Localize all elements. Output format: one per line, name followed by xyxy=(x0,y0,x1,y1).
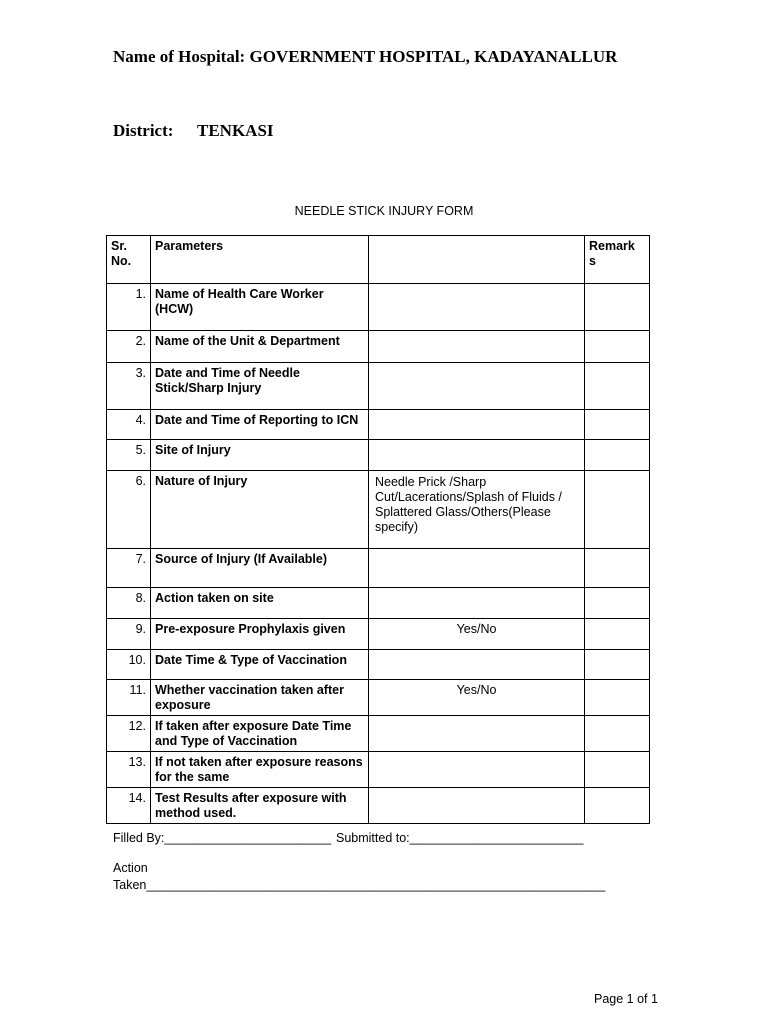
row-number: 4. xyxy=(107,410,151,440)
row-number: 1. xyxy=(107,284,151,331)
page-number: Page 1 of 1 xyxy=(594,992,658,1006)
form-title: NEEDLE STICK INJURY FORM xyxy=(294,204,474,218)
action-taken-field[interactable]: Taken__________________________________________________________________ xyxy=(113,878,606,892)
row-number: 9. xyxy=(107,619,151,650)
row-parameter: Source of Injury (If Available) xyxy=(151,549,369,588)
table-row xyxy=(107,410,650,440)
row-value-field[interactable] xyxy=(369,331,585,363)
row-parameter: Whether vaccination taken after exposure xyxy=(151,680,369,716)
row-remarks-field[interactable] xyxy=(585,284,650,331)
table-row xyxy=(107,331,650,363)
action-label: Action xyxy=(113,861,148,875)
row-remarks-field[interactable] xyxy=(585,331,650,363)
header-sr-no: Sr. No. xyxy=(107,236,151,284)
table-row xyxy=(107,619,650,650)
row-number: 13. xyxy=(107,752,151,788)
row-remarks-field[interactable] xyxy=(585,650,650,680)
row-parameter: Nature of Injury xyxy=(151,471,369,549)
row-remarks-field[interactable] xyxy=(585,680,650,716)
injury-form-table xyxy=(106,235,650,824)
row-value-field[interactable] xyxy=(369,588,585,619)
row-value-field[interactable] xyxy=(369,752,585,788)
hospital-heading xyxy=(113,47,617,67)
header-value xyxy=(369,236,585,284)
row-number: 10. xyxy=(107,650,151,680)
row-parameter: Date Time & Type of Vaccination xyxy=(151,650,369,680)
row-number: 2. xyxy=(107,331,151,363)
row-value-field[interactable] xyxy=(369,549,585,588)
row-remarks-field[interactable] xyxy=(585,619,650,650)
table-header-row xyxy=(107,236,650,284)
table-row xyxy=(107,650,650,680)
row-parameter: Action taken on site xyxy=(151,588,369,619)
table-row xyxy=(107,716,650,752)
district-heading xyxy=(113,121,274,141)
row-number: 3. xyxy=(107,363,151,410)
row-value-yes-no[interactable]: Yes/No xyxy=(369,680,585,716)
row-parameter: Pre-exposure Prophylaxis given xyxy=(151,619,369,650)
row-value-field[interactable] xyxy=(369,716,585,752)
row-number: 6. xyxy=(107,471,151,549)
row-remarks-field[interactable] xyxy=(585,549,650,588)
submitted-to-field[interactable]: Submitted to:_________________________ xyxy=(336,831,584,845)
row-remarks-field[interactable] xyxy=(585,471,650,549)
row-parameter: If not taken after exposure reasons for the same xyxy=(151,752,369,788)
row-parameter: Site of Injury xyxy=(151,440,369,471)
row-value-field[interactable] xyxy=(369,363,585,410)
row-value-field[interactable] xyxy=(369,650,585,680)
row-number: 7. xyxy=(107,549,151,588)
filled-by-field[interactable]: Filled By:________________________ xyxy=(113,831,332,845)
row-value-field[interactable] xyxy=(369,284,585,331)
row-remarks-field[interactable] xyxy=(585,410,650,440)
row-parameter: If taken after exposure Date Time and Type of Vaccination xyxy=(151,716,369,752)
row-remarks-field[interactable] xyxy=(585,788,650,824)
header-parameters: Parameters xyxy=(151,236,369,284)
row-number: 5. xyxy=(107,440,151,471)
table-row xyxy=(107,471,650,549)
row-number: 11. xyxy=(107,680,151,716)
table-row xyxy=(107,680,650,716)
hospital-label: Name of Hospital: xyxy=(113,47,246,66)
header-remarks: Remark s xyxy=(585,236,650,284)
row-remarks-field[interactable] xyxy=(585,752,650,788)
row-parameter: Date and Time of Needle Stick/Sharp Injury xyxy=(151,363,369,410)
district-name: TENKASI xyxy=(197,121,274,140)
row-number: 8. xyxy=(107,588,151,619)
row-remarks-field[interactable] xyxy=(585,440,650,471)
table-row xyxy=(107,549,650,588)
table-row xyxy=(107,788,650,824)
row-parameter: Name of the Unit & Department xyxy=(151,331,369,363)
row-number: 12. xyxy=(107,716,151,752)
row-remarks-field[interactable] xyxy=(585,363,650,410)
row-number: 14. xyxy=(107,788,151,824)
district-label: District: xyxy=(113,121,174,140)
table-row xyxy=(107,588,650,619)
row-parameter: Test Results after exposure with method used. xyxy=(151,788,369,824)
table-row xyxy=(107,363,650,410)
row-remarks-field[interactable] xyxy=(585,588,650,619)
table-row xyxy=(107,752,650,788)
row-parameter: Date and Time of Reporting to ICN xyxy=(151,410,369,440)
row-value-yes-no[interactable]: Yes/No xyxy=(369,619,585,650)
row-value-field[interactable] xyxy=(369,410,585,440)
table-row xyxy=(107,284,650,331)
row-value-field[interactable] xyxy=(369,440,585,471)
hospital-name: GOVERNMENT HOSPITAL, KADAYANALLUR xyxy=(249,47,618,66)
table-row xyxy=(107,440,650,471)
row-value-field[interactable] xyxy=(369,788,585,824)
row-remarks-field[interactable] xyxy=(585,716,650,752)
row-parameter: Name of Health Care Worker (HCW) xyxy=(151,284,369,331)
row-value-options: Needle Prick /Sharp Cut/Lacerations/Splash of Fluids / Splattered Glass/Others(Please specify) xyxy=(369,471,585,549)
